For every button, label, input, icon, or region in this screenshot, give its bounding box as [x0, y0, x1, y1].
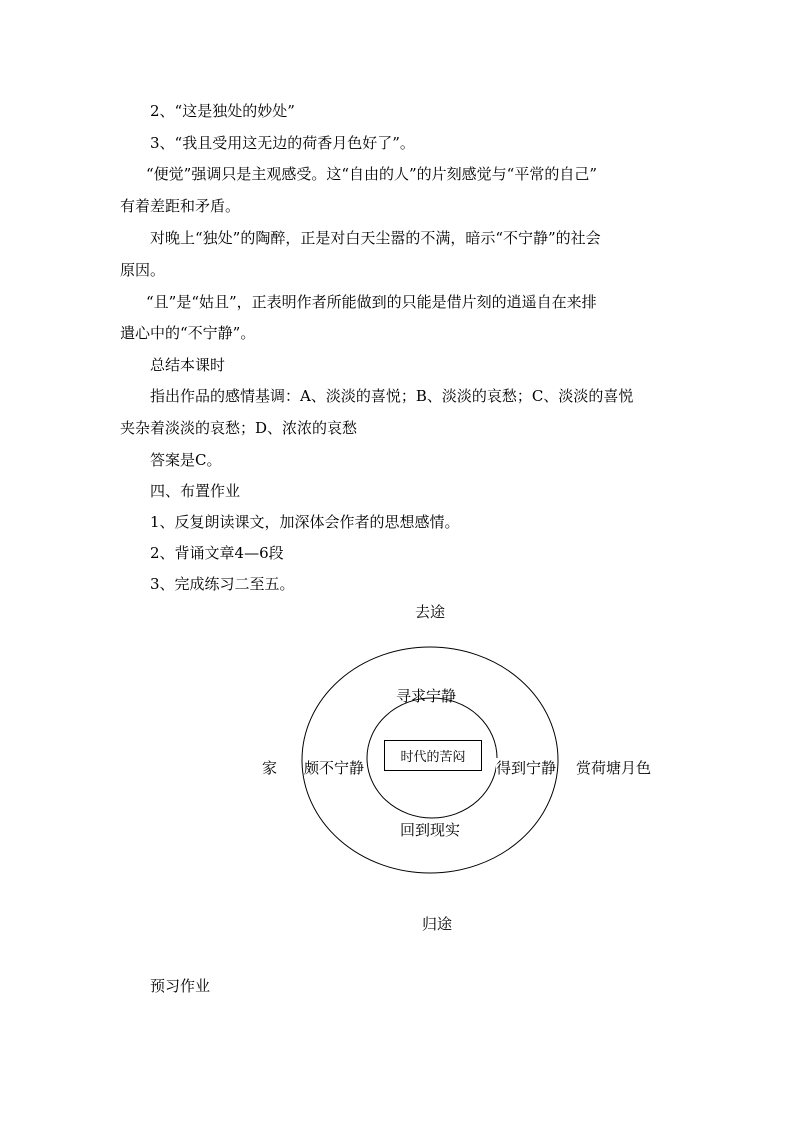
diagram-ring-left-label: 颇不宁静	[304, 759, 365, 777]
diagram-inner-top-label: 寻求宁静	[396, 687, 457, 705]
diagram-right-outer-label: 赏荷塘月色	[576, 759, 652, 777]
text-line-2: 3、“我且受用这无边的荷香月色好了”。	[150, 134, 415, 152]
text-line-15: 2、背诵文章4—6段	[150, 544, 284, 562]
text-line-12: 答案是C。	[150, 451, 222, 469]
text-line-13: 四、布置作业	[150, 482, 241, 500]
diagram-ring-right-label: 得到宁静	[496, 759, 557, 777]
diagram-top-label: 去途	[415, 603, 446, 621]
text-line-11: 夹杂着淡淡的哀愁；D、浓浓的哀愁	[120, 419, 358, 437]
text-line-9: 总结本课时	[150, 356, 226, 374]
preview-homework-label: 预习作业	[150, 977, 211, 995]
text-line-8: 遣心中的“不宁静”。	[120, 324, 256, 342]
diagram-left-outer-label: 家	[262, 759, 278, 777]
text-line-16: 3、完成练习二至五。	[150, 575, 295, 593]
text-line-7: “且”是“姑且”，正表明作者所能做到的只能是借片刻的逍遥自在来排	[146, 293, 597, 311]
diagram-bottom-label: 归途	[422, 915, 453, 933]
diagram-center-box: 时代的苦闷	[384, 740, 482, 771]
text-line-1: 2、“这是独处的妙处”	[150, 102, 295, 120]
text-line-3: “便觉”强调只是主观感受。这“自由的人”的片刻感觉与“平常的自己”	[146, 165, 598, 183]
text-line-14: 1、反复朗读课文，加深体会作者的思想感情。	[150, 513, 460, 531]
text-line-6: 原因。	[120, 261, 166, 279]
text-line-4: 有着差距和矛盾。	[120, 197, 241, 215]
text-line-10: 指出作品的感情基调：A、淡淡的喜悦；B、淡淡的哀愁；C、淡淡的喜悦	[150, 387, 634, 405]
diagram-inner-bottom-label: 回到现实	[400, 821, 461, 839]
text-line-5: 对晚上“独处”的陶醉，正是对白天尘嚣的不满，暗示“不宁静”的社会	[150, 229, 601, 247]
